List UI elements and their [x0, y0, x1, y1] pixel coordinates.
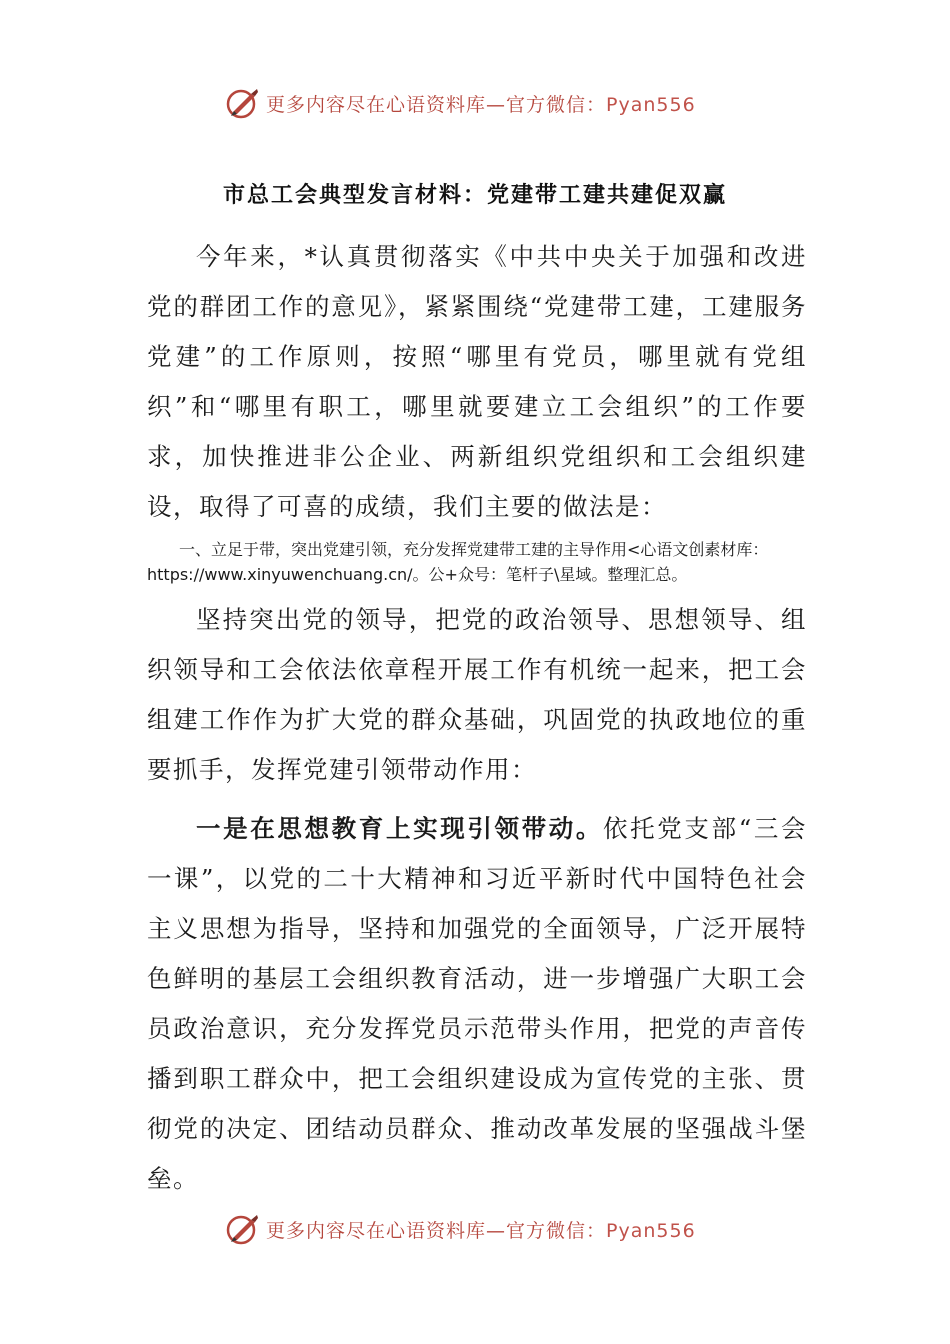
paragraph-intro: 今年来，*认真贯彻落实《中共中央关于加强和改进党的群团工作的意见》，紧紧围绕“党建带工建，工建服务党建”的工作原则，按照“哪里有党员，哪里就有党组织”和“哪里有职工，哪里就要建立工会组织”的工作要求，加快推进非公企业、两新组织党组织和工会组织建设，取得了可喜的成绩，我们主要的做法是： — [147, 242, 807, 521]
paragraph-ideology — [147, 804, 807, 1204]
banner-label: 更多内容尽在心语资料库—官方微信： — [266, 94, 607, 116]
wechat-id: Pyan556 — [606, 94, 696, 116]
pen-logo-icon — [225, 86, 261, 122]
wechat-id: Pyan556 — [606, 1220, 696, 1242]
paragraph-leadership: 坚持突出党的领导，把党的政治领导、思想领导、组织领导和工会依法依章程开展工作有机统一起来，把工会组建工作作为扩大党的群众基础，巩固党的执政地位的重要抓手，发挥党建引领带动作用： — [147, 605, 807, 784]
banner-text — [266, 90, 696, 117]
header-banner — [0, 84, 950, 124]
section-heading-1: 一、立足于带，突出党建引领，充分发挥党建带工建的主导作用<心语文创素材库：https://www.xinyuwenchuang.cn/。公+众号：笔杆子\星域。整理汇总。 — [147, 540, 769, 584]
banner-label: 更多内容尽在心语资料库—官方微信： — [266, 1220, 607, 1242]
banner-text — [266, 1216, 696, 1243]
document-title: 市总工会典型发言材料：党建带工建共建促双赢 — [222, 182, 727, 208]
paragraph-body: 依托党支部“三会一课”，以党的二十大精神和习近平新时代中国特色社会主义思想为指导，坚持和加强党的全面领导，广泛开展特色鲜明的基层工会组织教育活动，进一步增强广大职工会员政治意识，充分发挥党员示范带头作用，把党的声音传播到职工群众中，把工会组织建设成为宣传党的主张、贯彻党的决定、团结动员群众、推动改革发展的坚强战斗堡垒。 — [147, 814, 808, 1193]
pen-logo-icon — [225, 1212, 261, 1248]
footer-banner — [0, 1210, 950, 1250]
paragraph-lead: 一是在思想教育上实现引领带动。 — [196, 814, 604, 843]
